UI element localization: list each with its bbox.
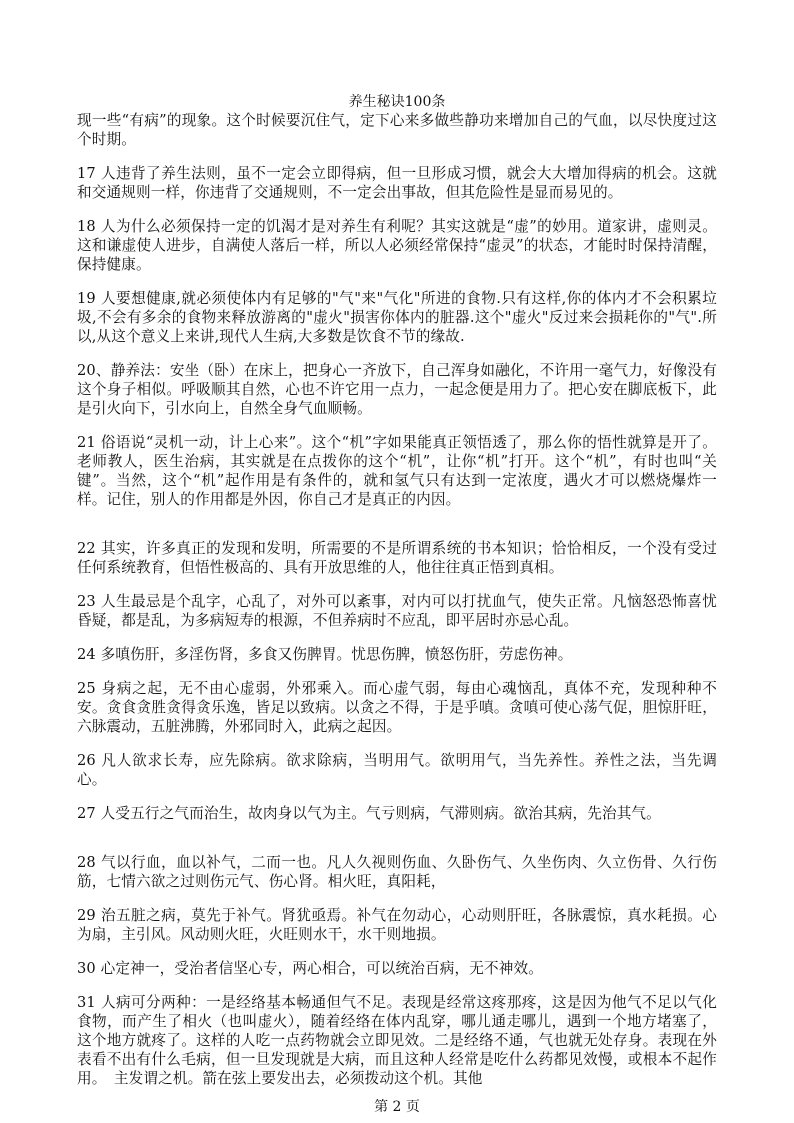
paragraph-28: 28 气以行血，血以补气，二而一也。凡人久视则伤血、久卧伤气、久坐伤肉、久立伤骨、久行伤筋，七情六欲之过则伤元气、伤心肾。相火旺，真阳耗， [77,854,717,890]
paragraph-25: 25 身病之起，无不由心虚弱，外邪乘入。而心虚气弱，每由心魂恼乱，真体不充，发现种种不安。贪食贪胜贪得贪乐逸，皆足以致病。以贪之不得，于是乎嗔。贪嗔可使心荡气促，胆惊肝旺，六脉震动，五脏沸腾，外邪同时入，此病之起因。 [77,680,717,735]
page-number-footer: 第 2 页 [374,1099,420,1115]
paragraph-18: 18 人为什么必须保持一定的饥渴才是对养生有利呢？其实这就是“虚”的妙用。道家讲，虚则灵。这和谦虚使人进步，自满使人落后一样，所以人必须经常保持“虚灵”的状态，才能时时保持清醒，保持健康。 [77,218,717,273]
paragraph-16-continuation: 现一些“有病”的现象。这个时候要沉住气，定下心来多做些静功来增加自己的气血，以尽快度过这个时期。 [77,112,717,148]
document-body [77,111,717,1103]
paragraph-29: 29 治五脏之病，莫先于补气。肾犹亟焉。补气在勿动心，心动则肝旺，各脉震惊，真水耗损。心为扇，主引风。风动则火旺，火旺则水干，水干则地损。 [77,907,717,943]
paragraph-27: 27 人受五行之气而治生，故肉身以气为主。气亏则病，气滞则病。欲治其病，先治其气。 [77,805,661,822]
paragraph-22: 22 其实，许多真正的发现和发明，所需要的不是所谓系统的书本知识；恰恰相反，一个没有受过任何系统教育，但悟性极高的、具有开放思维的人，他往往真正悟到真相。 [77,540,717,576]
paragraph-20: 20、静养法：安坐（卧）在床上，把身心一齐放下，自己浑身如融化，不许用一毫气力，好像没有这个身子相似。呼吸顺其自然，心也不许它用一点力，一起念便是用力了。把心安在脚底板下，此是引火向下，引水向上，自然全身气血顺畅。 [77,362,717,417]
paragraph-26: 26 凡人欲求长寿，应先除病。欲求除病，当明用气。欲明用气，当先养性。养性之法，当先调心。 [77,752,717,788]
paragraph-19: 19 人要想健康,就必须使体内有足够的"气"来"气化"所进的食物.只有这样,你的体内才不会积累垃圾,不会有多余的食物来释放游离的"虚火"损害你体内的脏器.这个"虚火"反过来会损耗你的"气".所以,从这个意义上来讲,现代人生病,大多数是饮食不节的缘故. [77,290,717,345]
paragraph-24: 24 多嗔伤肝，多淫伤肾，多食又伤脾胃。忧思伤脾，愤怒伤肝，劳虑伤神。 [77,646,573,663]
paragraph-23: 23 人生最忌是个乱字，心乱了，对外可以紊事，对内可以打扰血气，使失正常。凡恼怒恐怖喜忧昏疑，都是乱，为多病短寿的根源，不但养病时不应乱，即平居时亦忌心乱。 [77,593,717,629]
paragraph-30: 30 心定神一，受治者信坚心专，两心相合，可以统治百病，无不神效。 [77,960,543,977]
paragraph-31: 31 人病可分两种：一是经络基本畅通但气不足。表现是经常这疼那疼，这是因为他气不足以气化食物，而产生了相火（也叫虚火），随着经络在体内乱穿，哪儿通走哪儿，遇到一个地方堵塞了，这个地方就疼了。这样的人吃一点药物就会立即见效。二是经络不通，气也就无处存身。表现在外表看不出有什么毛病，但一旦发现就是大病，而且这种人经常是吃什么药都见效慢，或根本不起作用。 主发谓之机。箭在弦上要发出去，必须拨动这个机。其他 [77,994,717,1087]
paragraph-21: 21 俗语说“灵机一动，计上心来”。这个“机”字如果能真正领悟透了，那么你的悟性就算是开了。老师教人，医生治病，其实就是在点拨你的这个“机”，让你“机”打开。这个“机”，有时也叫“关键”。当然，这个“机”起作用是有条件的，就和氢气只有达到一定浓度，遇火才可以燃烧爆炸一样。记住，别人的作用都是外因，你自己才是真正的内因。 [77,434,717,508]
page-header-title: 养生秘诀100条 [348,94,446,110]
paragraph-17: 17 人违背了养生法则，虽不一定会立即得病，但一旦形成习惯，就会大大增加得病的机会。这就和交通规则一样，你违背了交通规则，不一定会出事故，但其危险性是显而易见的。 [77,165,717,201]
